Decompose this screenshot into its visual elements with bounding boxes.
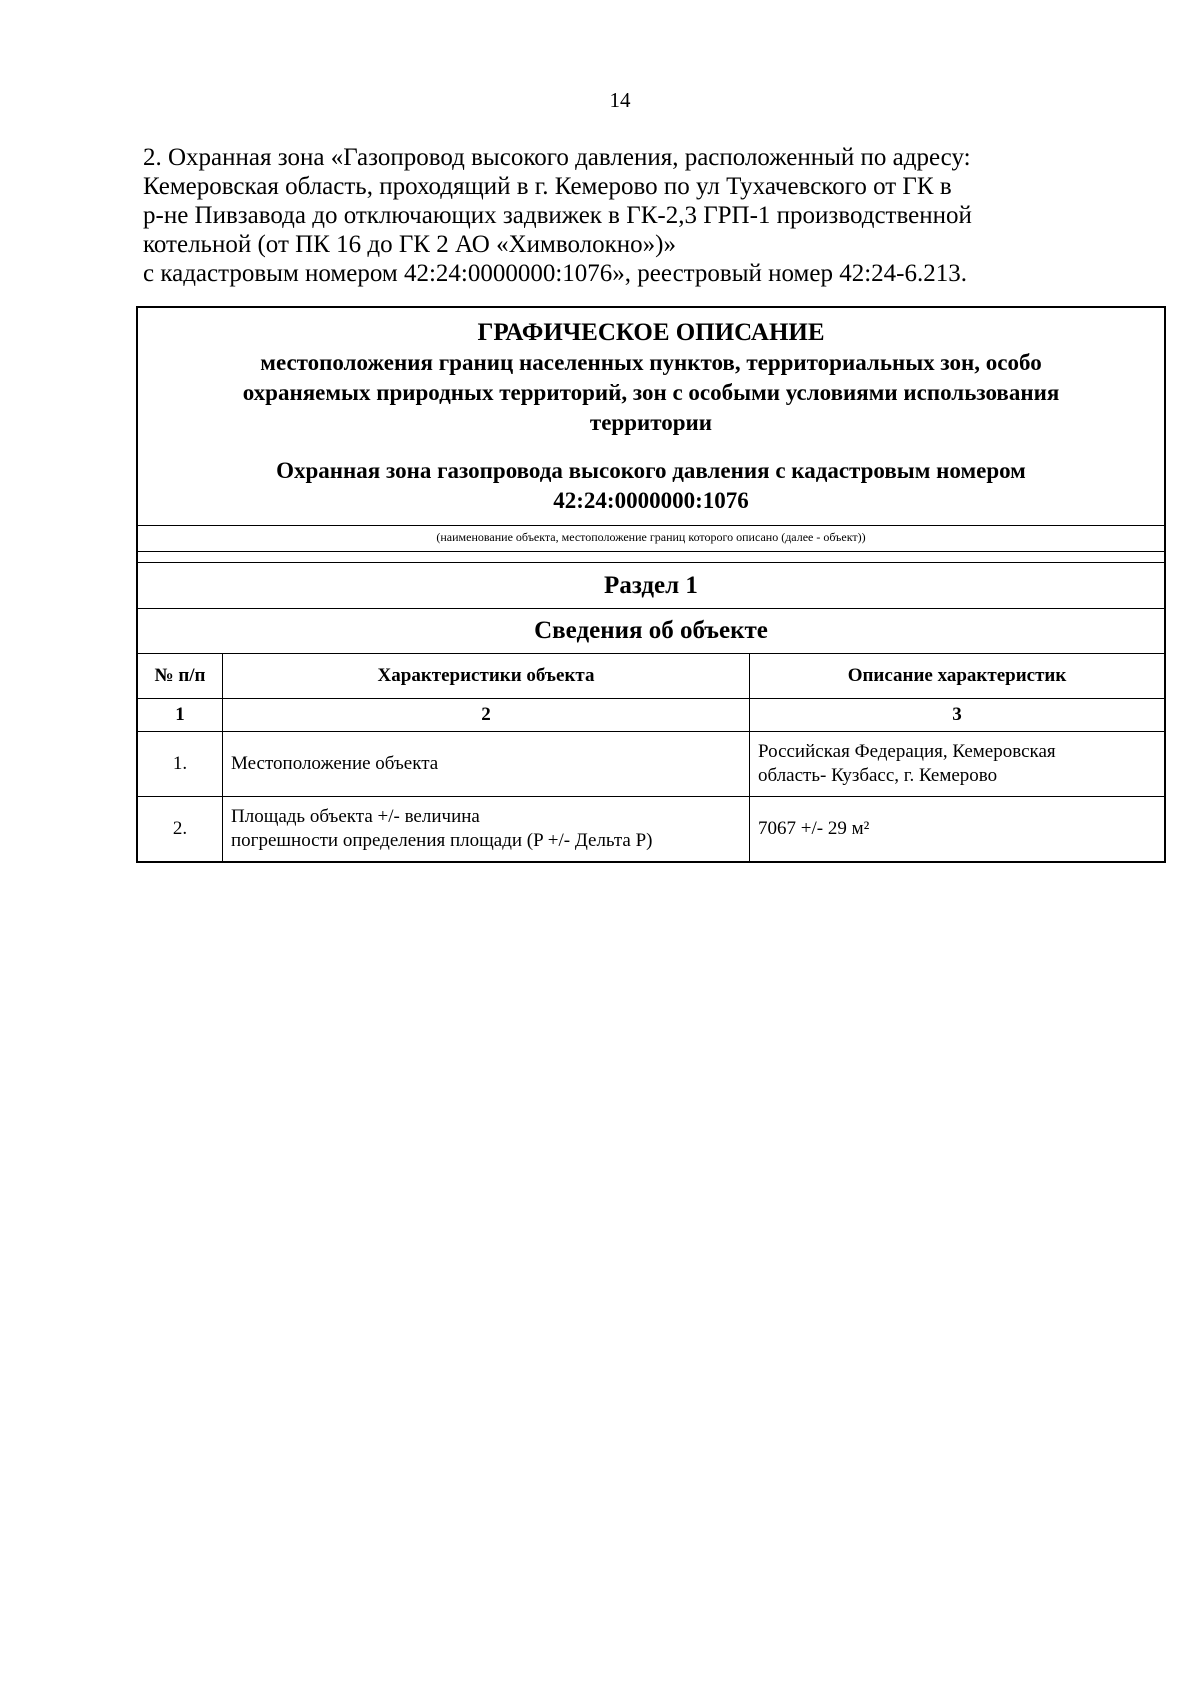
column-header: Описание характеристик xyxy=(750,654,1165,699)
intro-line: котельной (от ПК 16 до ГК 2 АО «Химволокно»)» xyxy=(143,231,676,258)
column-header: № п/п xyxy=(138,654,223,699)
row-characteristic xyxy=(223,797,750,862)
column-number: 1 xyxy=(138,699,223,732)
spacer-row xyxy=(138,552,1164,563)
object-name-line: Охранная зона газопровода высокого давления с кадастровым номером xyxy=(276,458,1026,483)
column-number: 3 xyxy=(750,699,1165,732)
row-description: 7067 +/- 29 м² xyxy=(758,818,870,839)
description-form xyxy=(136,306,1166,863)
intro-line: 2. Охранная зона «Газопровод высокого давления, расположенный по адресу: xyxy=(143,144,971,171)
object-caption: (наименование объекта, местоположение границ которого описано (далее - объект)) xyxy=(138,526,1164,552)
intro-line: Кемеровская область, проходящий в г. Кемерово по ул Тухачевского от ГК в xyxy=(143,173,952,200)
intro-line: р-не Пивзавода до отключающих задвижек в ГК-2,3 ГРП-1 производственной xyxy=(143,202,972,229)
properties-table xyxy=(138,654,1164,861)
object-name xyxy=(148,456,1154,516)
row-number: 1. xyxy=(138,732,223,797)
column-number-row xyxy=(138,699,1164,732)
form-subtitle-line: охраняемых природных территорий, зон с особыми условиями использования xyxy=(242,380,1060,405)
row-description xyxy=(750,732,1165,797)
intro-line: с кадастровым номером 42:24:0000000:1076», реестровый номер 42:24-6.213. xyxy=(143,260,967,287)
section-title: Сведения об объекте xyxy=(138,609,1164,654)
row-characteristic-line: Площадь объекта +/- величина xyxy=(231,806,480,827)
row-description-line: Российская Федерация, Кемеровская xyxy=(758,741,1056,762)
row-characteristic-line: погрешности определения площади (P +/- Дельта P) xyxy=(231,830,653,851)
section-label: Раздел 1 xyxy=(138,563,1164,609)
row-number: 2. xyxy=(138,797,223,862)
table-row xyxy=(138,732,1164,797)
object-cadastral-number: 42:24:0000000:1076 xyxy=(553,488,749,513)
form-subtitle-line: территории xyxy=(589,410,713,435)
intro-paragraph xyxy=(143,143,1143,288)
form-title: ГРАФИЧЕСКОЕ ОПИСАНИЕ xyxy=(477,319,825,346)
row-description-line: область- Кузбасс, г. Кемерово xyxy=(758,765,998,786)
table-header-row xyxy=(138,654,1164,699)
form-subtitle-line: местоположения границ населенных пунктов, территориальных зон, особо xyxy=(260,350,1042,375)
table-row xyxy=(138,797,1164,862)
column-header: Характеристики объекта xyxy=(223,654,750,699)
form-header xyxy=(138,308,1164,526)
page-number: 14 xyxy=(609,88,631,112)
column-number: 2 xyxy=(223,699,750,732)
row-characteristic: Местоположение объекта xyxy=(223,732,750,797)
